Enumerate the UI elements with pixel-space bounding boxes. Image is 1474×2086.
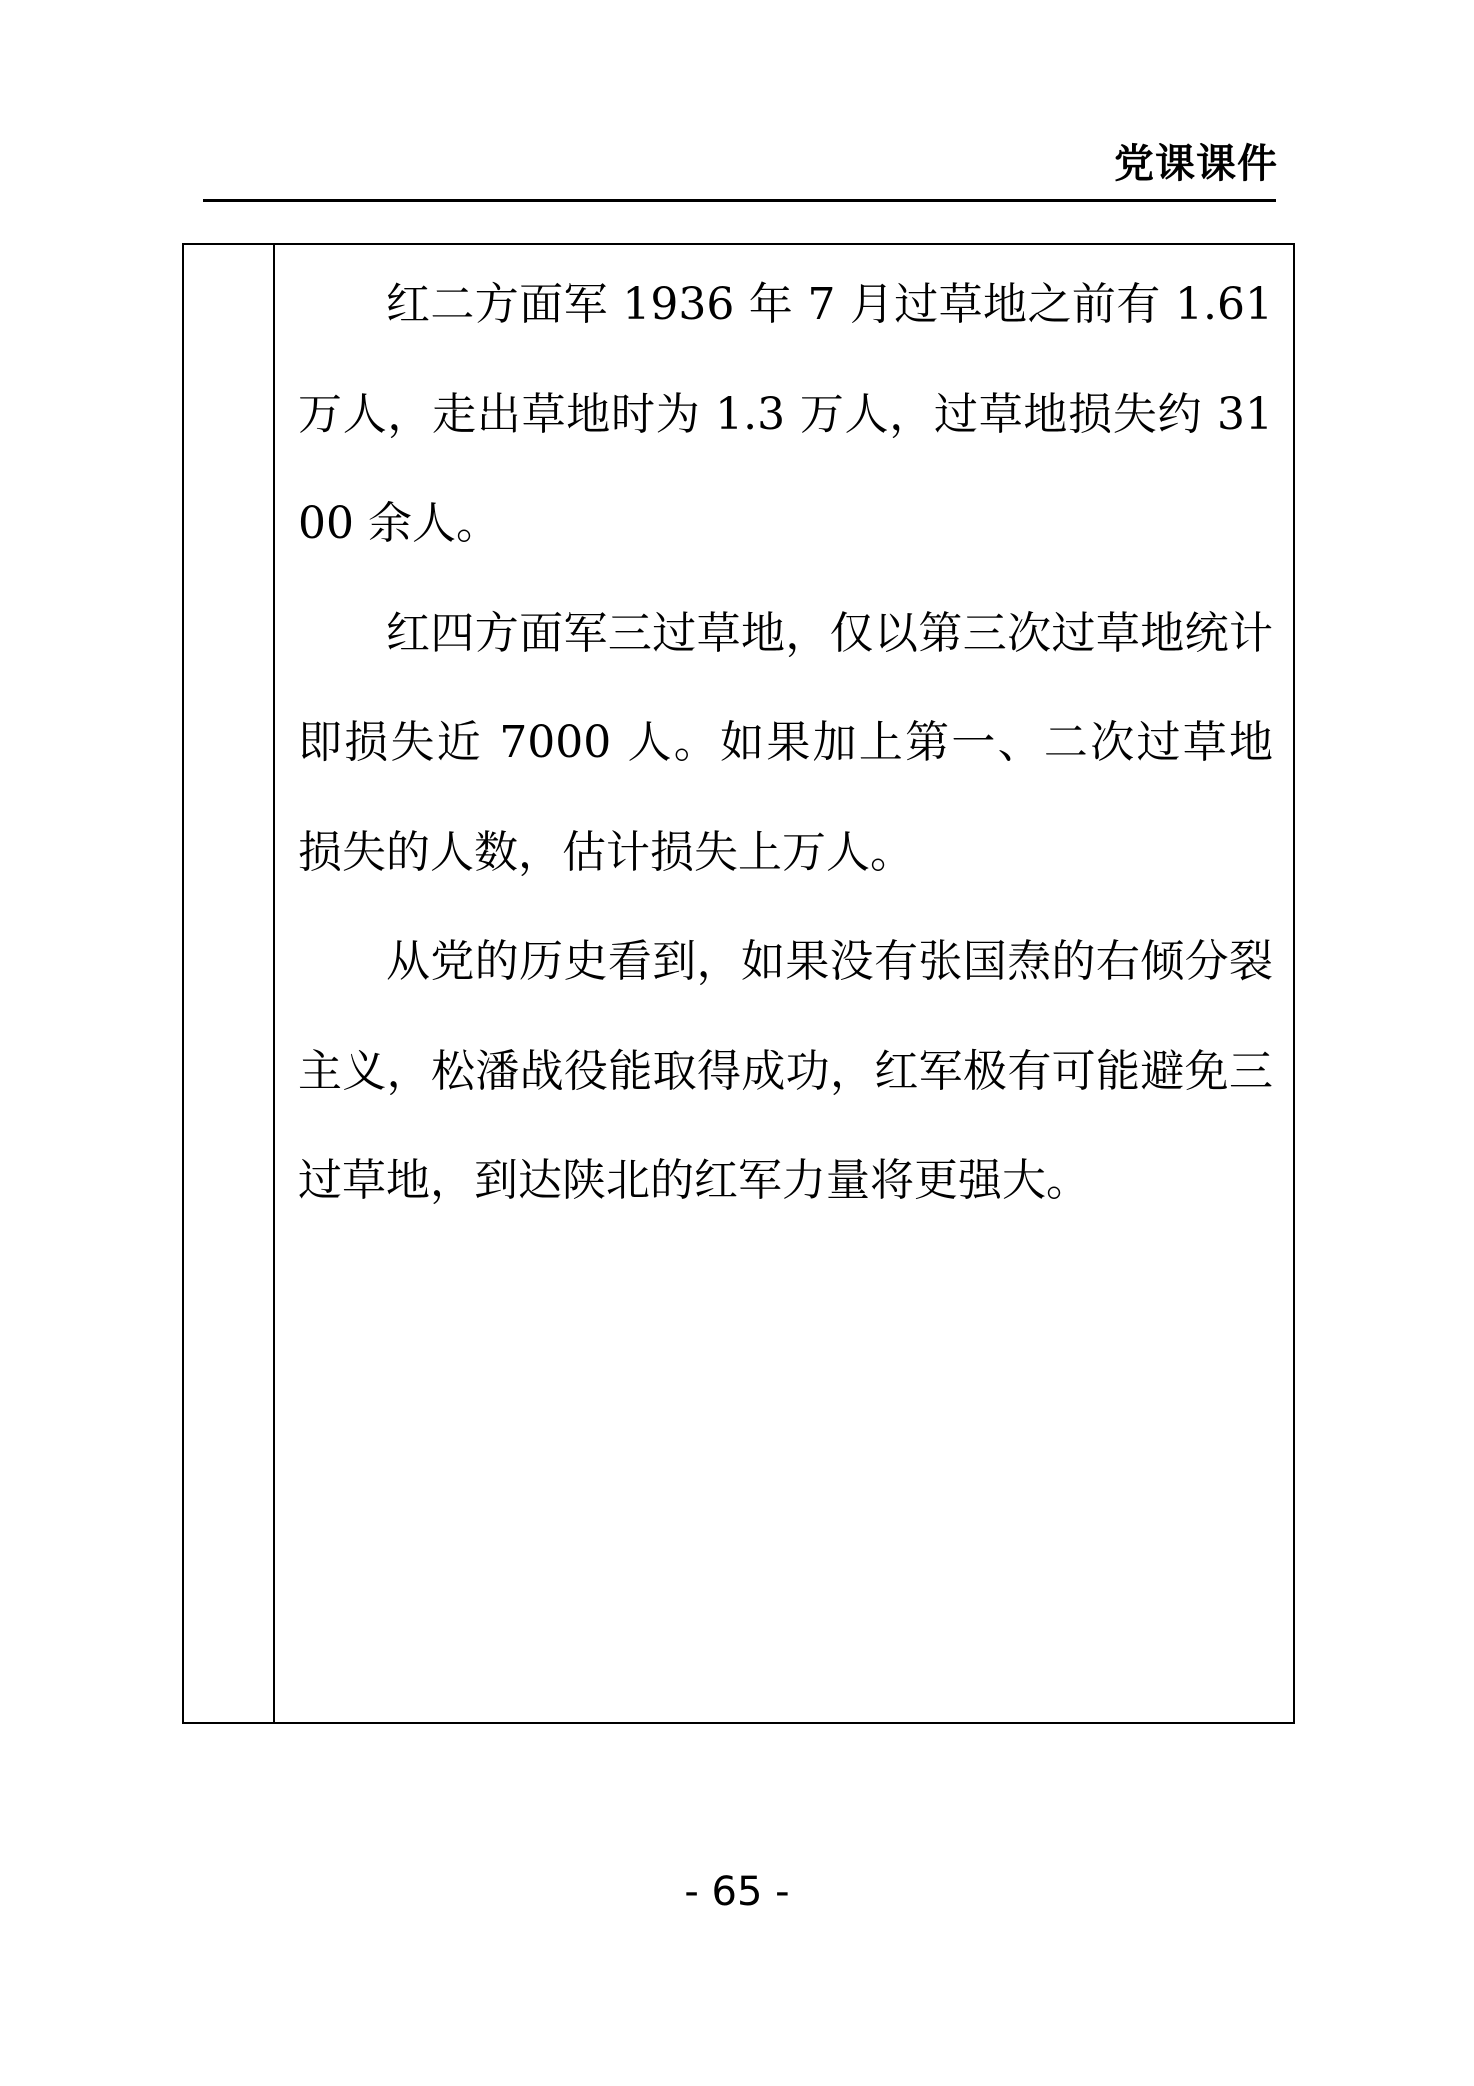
content-table: [182, 243, 1295, 1724]
paragraph-3: 从党的历史看到，如果没有张国焘的右倾分裂主义，松潘战役能取得成功，红军极有可能避免三过草地，到达陕北的红军力量将更强大。: [298, 936, 1273, 1206]
table-label-column: [184, 245, 275, 1722]
paragraph-1: 红二方面军 1936 年 7 月过草地之前有 1.61 万人，走出草地时为 1.3 万人，过草地损失约 3100 余人。: [298, 279, 1273, 549]
header-rule: [203, 199, 1276, 202]
paragraph-2: 红四方面军三过草地，仅以第三次过草地统计即损失近 7000 人。如果加上第一、二次过草地损失的人数，估计损失上万人。: [298, 607, 1273, 878]
page-number: - 65 -: [684, 1869, 790, 1915]
header-title: 党课课件: [1114, 141, 1278, 187]
table-text-column: [275, 245, 1293, 1722]
